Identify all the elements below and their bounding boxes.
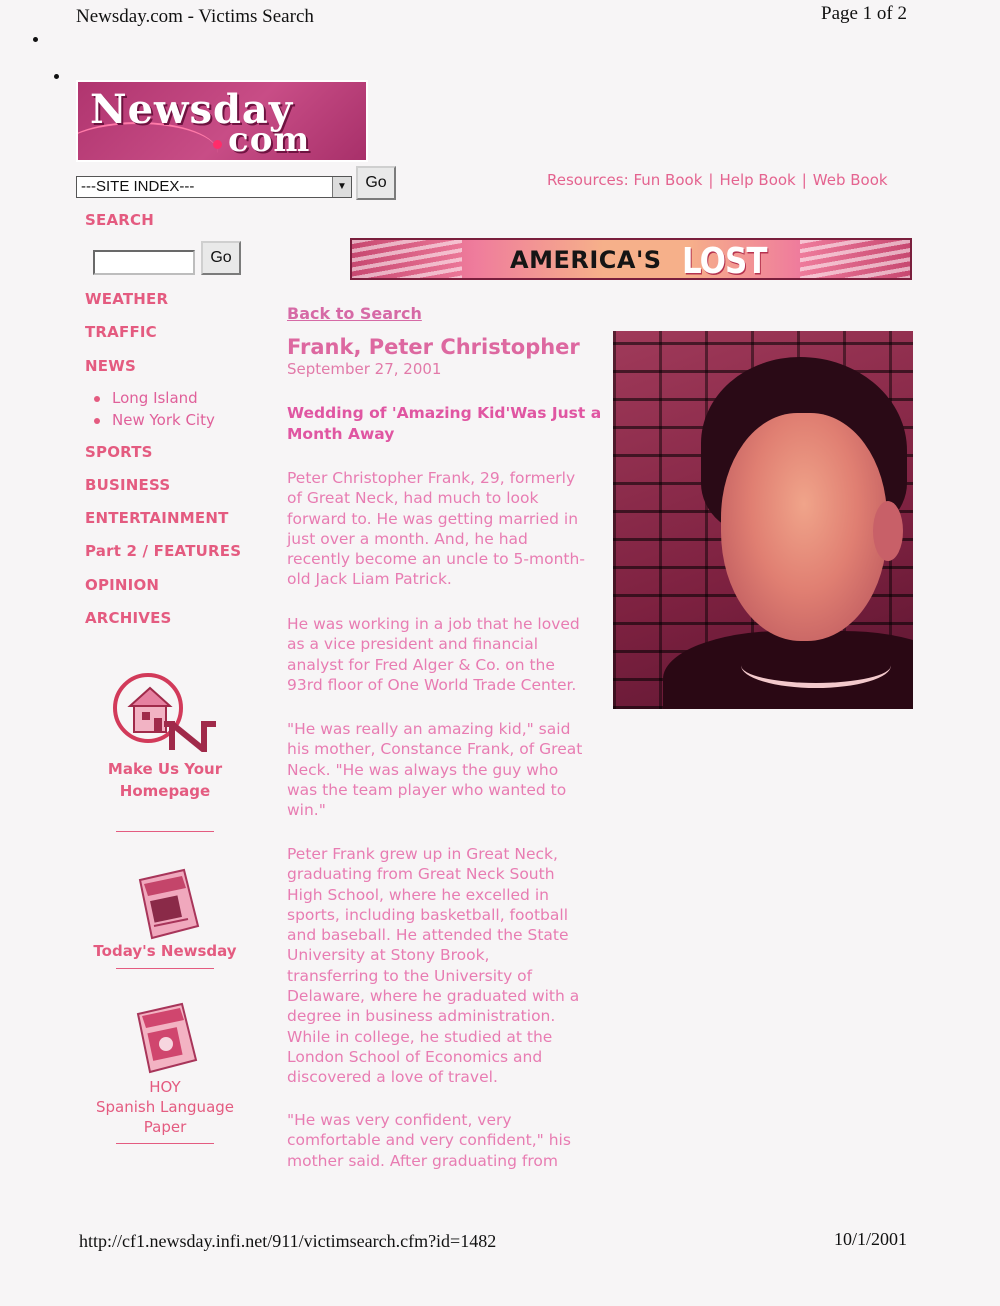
scan-speck	[33, 37, 38, 42]
article-paragraph: "He was really an amazing kid," said his mother, Constance Frank, of Great Neck. "He was always the guy who was the team player who wanted to win."	[287, 720, 583, 820]
bullet-icon	[94, 418, 100, 424]
victim-photo	[613, 331, 913, 709]
nav-sports[interactable]: SPORTS	[85, 443, 153, 461]
logo-line1: Newsday	[90, 86, 294, 133]
hoy-paper-icon[interactable]	[132, 1002, 200, 1074]
hoy-link[interactable]	[95, 1077, 235, 1137]
back-to-search-link[interactable]: Back to Search	[287, 304, 422, 323]
print-footer-date: 10/1/2001	[834, 1229, 908, 1249]
photo-face	[721, 413, 887, 641]
nav-news[interactable]: NEWS	[85, 357, 136, 375]
resources-label: Resources:	[547, 171, 629, 189]
logo-dot	[213, 140, 222, 149]
banner-text-americas: AMERICA'S	[510, 246, 662, 274]
search-label: SEARCH	[85, 211, 154, 229]
make-homepage-link[interactable]	[100, 758, 230, 802]
site-index-select[interactable]	[76, 176, 352, 198]
flag-stripes-right	[800, 240, 910, 278]
newspaper-icon[interactable]	[132, 868, 202, 940]
site-index-go-button[interactable]: Go	[356, 166, 396, 200]
article-headline: Wedding of 'Amazing Kid'Was Just a Month Away	[287, 404, 602, 443]
site-index-selected: ---SITE INDEX---	[81, 178, 195, 195]
nav-traffic[interactable]: TRAFFIC	[85, 323, 157, 341]
newsday-logo[interactable]	[76, 80, 368, 162]
article-paragraph: Peter Christopher Frank, 29, formerly of Great Neck, had much to look forward to. He was getting married in just over a month. And, he had recently become an uncle to 5-month- old Jack Liam Patrick.	[287, 469, 585, 589]
article-date: September 27, 2001	[287, 360, 442, 378]
nav-entertainment[interactable]: ENTERTAINMENT	[85, 509, 229, 527]
nav-weather[interactable]: WEATHER	[85, 290, 169, 308]
flag-stripes-left	[352, 240, 462, 278]
resources-bar: Resources: Fun Book | Help Book | Web Book	[547, 171, 888, 189]
chevron-down-icon[interactable]: ▼	[332, 177, 351, 197]
divider	[116, 831, 214, 832]
divider	[116, 1143, 214, 1144]
article-paragraph: He was working in a job that he loved as a vice president and financial analyst for Fred Alger & Co. on the 93rd floor of One World Trade Center.	[287, 615, 580, 694]
bullet-icon	[94, 396, 100, 402]
print-page-number: Page 1 of 2	[821, 3, 908, 24]
logo-line2: com	[228, 120, 311, 160]
divider	[116, 968, 214, 969]
article-paragraph: "He was very confident, very comfortable and very confident," his mother said. After graduating from	[287, 1111, 571, 1170]
nav-business[interactable]: BUSINESS	[85, 476, 171, 494]
victim-name: Frank, Peter Christopher	[287, 335, 580, 359]
nav-sub-label: New York City	[112, 411, 215, 429]
nav-features[interactable]: Part 2 / FEATURES	[85, 542, 242, 560]
search-input[interactable]	[93, 250, 195, 275]
photo-ear	[873, 501, 903, 561]
nav-sub-new-york-city[interactable]	[94, 411, 215, 429]
promo-line: HOY	[149, 1078, 181, 1096]
resource-link-fun-book[interactable]: Fun Book	[633, 171, 703, 189]
resource-link-web-book[interactable]: Web Book	[812, 171, 888, 189]
article-paragraph: Peter Frank grew up in Great Neck, graduating from Great Neck South High School, where he excelled in sports, including basketball, football and baseball. He attended the State University at Stony Brook, transferring to the University of Delaware, where he graduated with a degree in business administration. While in college, he studied at the London School of Economics and discovered a love of travel.	[287, 845, 580, 1087]
print-footer-url: http://cf1.newsday.infi.net/911/victimsearch.cfm?id=1482	[79, 1231, 497, 1251]
search-go-button[interactable]: Go	[201, 241, 241, 275]
nav-sub-long-island[interactable]	[94, 389, 198, 407]
photo-collar	[741, 643, 891, 688]
todays-newsday-link[interactable]: Today's Newsday	[93, 942, 237, 960]
promo-line: Paper	[143, 1118, 187, 1136]
nav-opinion[interactable]: OPINION	[85, 576, 160, 594]
scan-speck	[54, 74, 59, 79]
banner-text-lost: LOST	[682, 241, 767, 280]
resource-link-help-book[interactable]: Help Book	[719, 171, 796, 189]
house-icon[interactable]	[112, 670, 218, 752]
nav-sub-label: Long Island	[112, 389, 198, 407]
print-header-title: Newsday.com - Victims Search	[76, 6, 314, 27]
promo-line: Spanish Language	[95, 1098, 235, 1116]
americas-lost-banner	[350, 238, 912, 280]
promo-line: Homepage	[119, 782, 211, 800]
nav-archives[interactable]: ARCHIVES	[85, 609, 172, 627]
promo-line: Make Us Your	[107, 760, 223, 778]
